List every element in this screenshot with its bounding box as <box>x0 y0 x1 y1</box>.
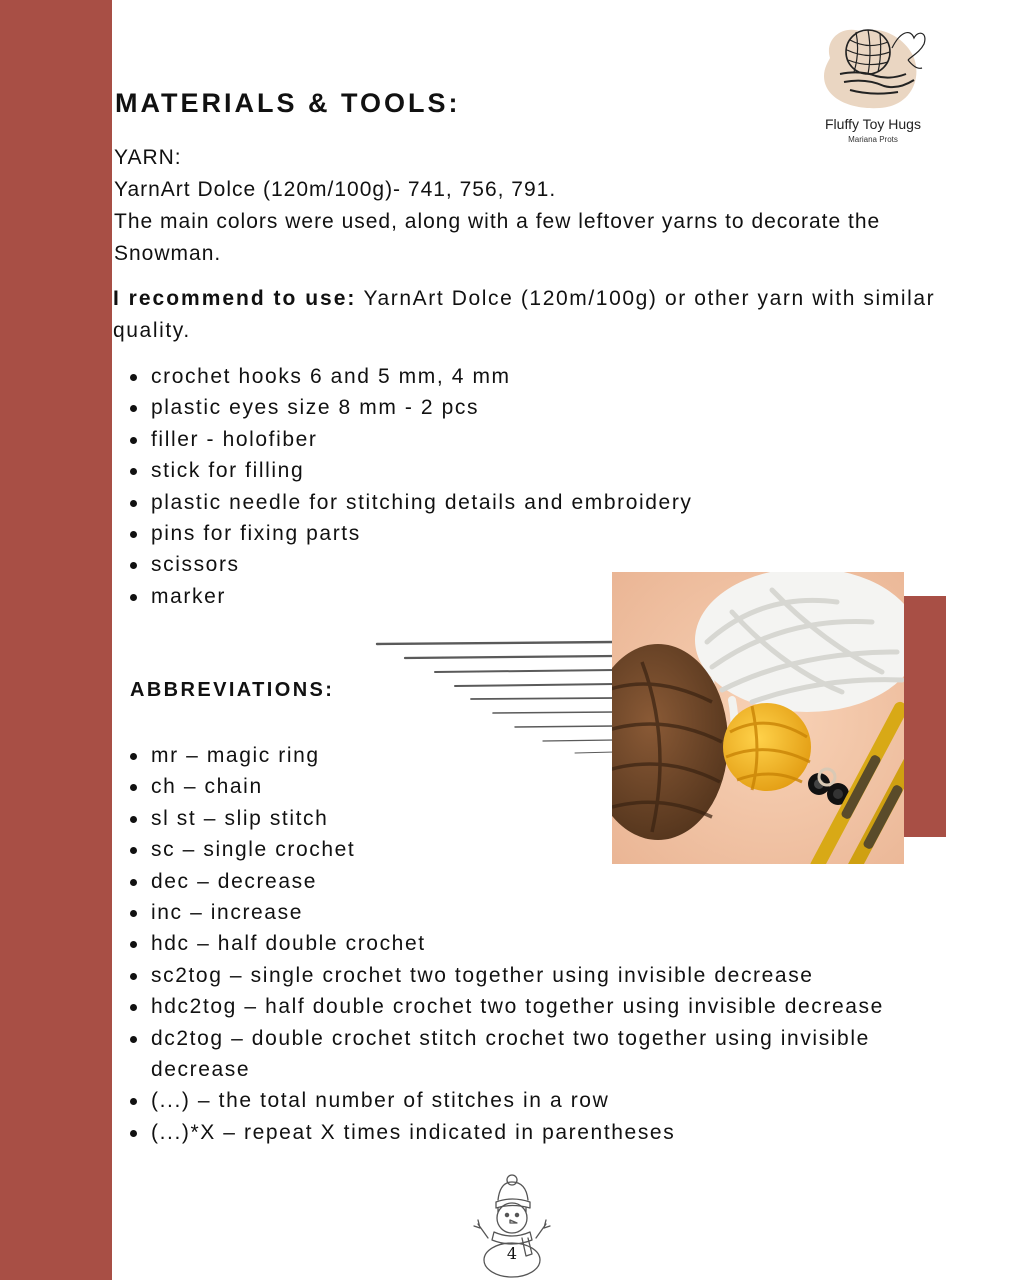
yarn-line-1: YarnArt Dolce (120m/100g)- 741, 756, 791. <box>114 178 557 201</box>
list-item: hdc – half double crochet <box>130 928 910 959</box>
list-item: plastic eyes size 8 mm - 2 pcs <box>130 392 693 423</box>
yarn-hug-logo-icon <box>810 10 936 114</box>
list-item: mr – magic ring <box>130 740 910 771</box>
list-item: scissors <box>130 549 693 580</box>
yarn-heading: YARN: <box>114 146 182 169</box>
page-number: 4 <box>506 1244 518 1263</box>
logo-author-name: Mariana Prots <box>848 135 898 144</box>
brand-logo <box>810 10 936 150</box>
list-item: stick for filling <box>130 455 693 486</box>
list-item: inc – increase <box>130 897 910 928</box>
list-item: filler - holofiber <box>130 424 693 455</box>
list-item: sl st – slip stitch <box>130 803 910 834</box>
list-item: crochet hooks 6 and 5 mm, 4 mm <box>130 361 693 392</box>
yarn-line-2: The main colors were used, along with a few leftover yarns to decorate the Snowman. <box>114 210 881 265</box>
list-item: sc – single crochet <box>130 834 910 865</box>
recommendation <box>113 283 953 347</box>
tools-list <box>130 361 693 612</box>
list-item: hdc2tog – half double crochet two together using invisible decrease <box>130 991 910 1022</box>
recommendation-label: I recommend to use: <box>113 287 357 310</box>
list-item: plastic needle for stitching details and embroidery <box>130 487 693 518</box>
decorative-red-rectangle <box>904 596 946 837</box>
list-item: (...)*X – repeat X times indicated in parentheses <box>130 1117 910 1148</box>
yarn-photo <box>612 572 904 864</box>
left-accent-bar <box>0 0 112 1280</box>
list-item: (...) – the total number of stitches in a row <box>130 1085 910 1116</box>
list-item: dec – decrease <box>130 866 910 897</box>
list-item: pins for fixing parts <box>130 518 693 549</box>
page-title: MATERIALS & TOOLS: <box>115 88 461 118</box>
list-item: dc2tog – double crochet stitch crochet two together using invisible decrease <box>130 1023 910 1086</box>
list-item: sc2tog – single crochet two together using invisible decrease <box>130 960 910 991</box>
list-item: marker <box>130 581 693 612</box>
recommendation-text: YarnArt Dolce (120m/100g) or other yarn with similar quality. <box>113 287 936 342</box>
decorative-speed-lines <box>375 635 615 760</box>
logo-brand-name: Fluffy Toy Hugs <box>825 116 921 132</box>
yarn-section <box>114 142 964 270</box>
abbreviations-heading: ABBREVIATIONS: <box>130 679 335 701</box>
list-item: ch – chain <box>130 771 910 802</box>
